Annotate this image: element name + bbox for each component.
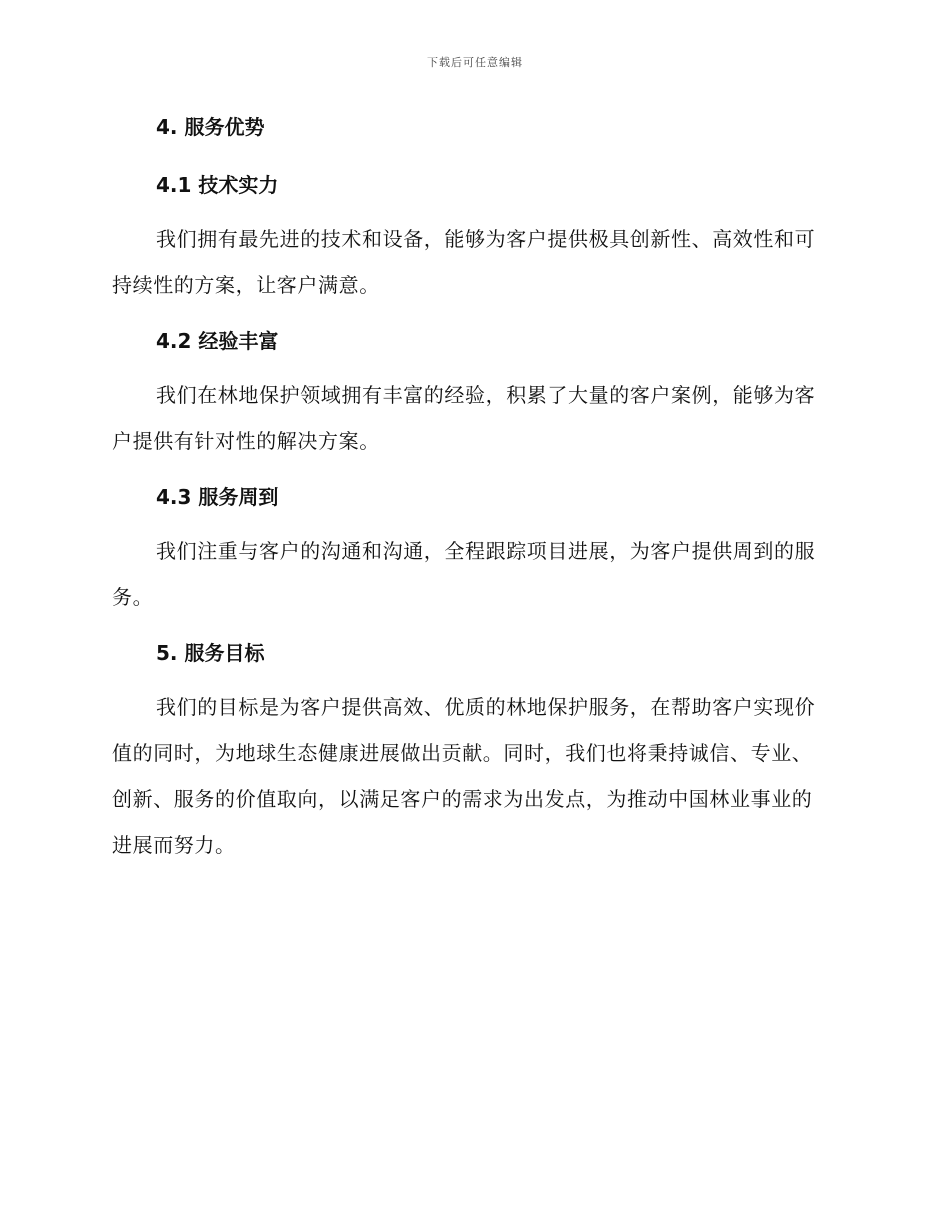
section-5-paragraph: 我们的目标是为客户提供高效、优质的林地保护服务，在帮助客户实现价值的同时，为地球生态健康进展做出贡献。同时，我们也将秉持诚信、专业、创新、服务的价值取向，以满足客户的需求为出发点，为推动中国林业事业的进展而努力。 — [112, 695, 816, 857]
section-4-1-paragraph: 我们拥有最先进的技术和设备，能够为客户提供极具创新性、高效性和可持续性的方案，让客户满意。 — [112, 227, 816, 297]
section-4-2-paragraph: 我们在林地保护领域拥有丰富的经验，积累了大量的客户案例，能够为客户提供有针对性的解决方案。 — [112, 383, 816, 453]
document-body — [112, 112, 830, 868]
section-4-3-paragraph: 我们注重与客户的沟通和沟通，全程跟踪项目进展，为客户提供周到的服务。 — [112, 539, 816, 609]
section-4-1-heading: 4.1 技术实力 — [156, 173, 279, 197]
section-4-heading: 4. 服务优势 — [156, 115, 265, 139]
section-4-2-heading: 4.2 经验丰富 — [156, 329, 279, 353]
header-note: 下载后可任意编辑 — [427, 56, 523, 69]
section-5-heading: 5. 服务目标 — [156, 641, 265, 665]
section-4-3-heading: 4.3 服务周到 — [156, 485, 279, 509]
